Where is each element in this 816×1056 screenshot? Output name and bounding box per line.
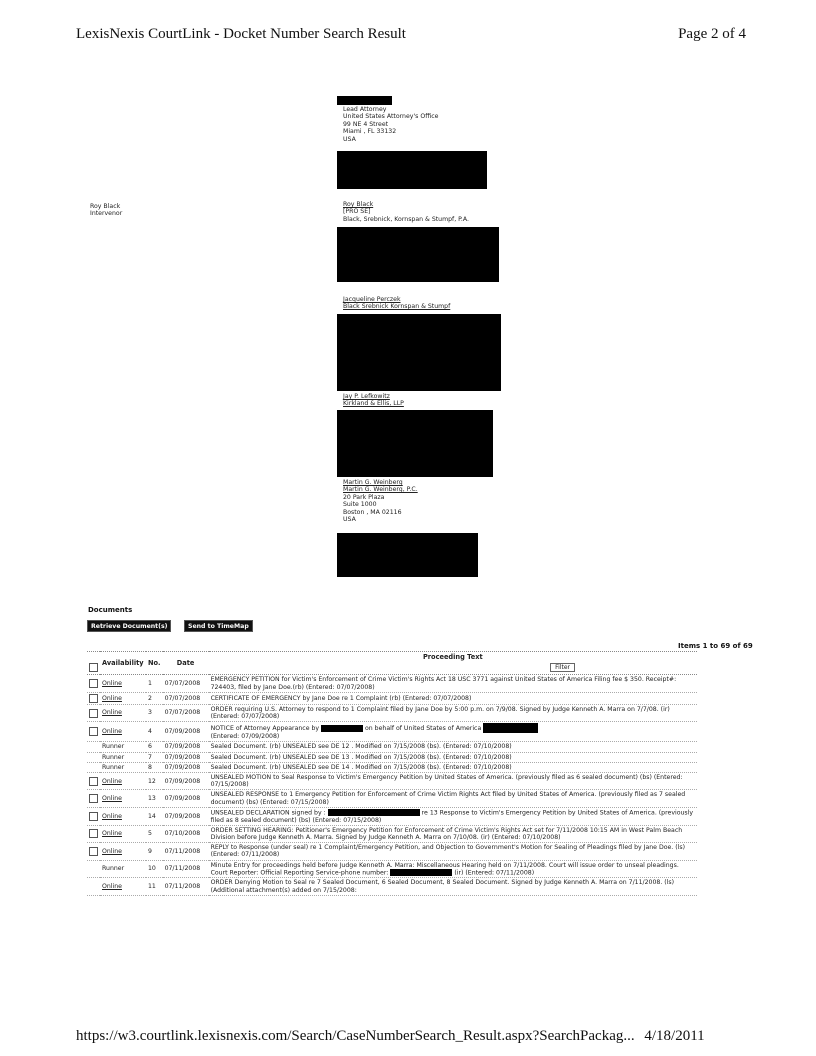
doc-number: 2 xyxy=(146,692,163,704)
doc-date: 07/09/2008 xyxy=(163,790,209,807)
doc-date: 07/09/2008 xyxy=(163,722,209,742)
availability-link[interactable]: Online xyxy=(100,722,146,742)
doc-text-part: (Entered: 07/09/2008) xyxy=(210,733,280,741)
doc-date: 07/09/2008 xyxy=(163,762,209,772)
table-row xyxy=(87,722,697,742)
party-role: Intervenor xyxy=(90,210,123,218)
attorney-martin-weinberg xyxy=(343,479,418,523)
attorney-line: USA xyxy=(343,135,356,143)
doc-number: 8 xyxy=(146,762,163,772)
doc-number: 5 xyxy=(146,825,163,842)
redaction xyxy=(328,809,420,816)
availability-link[interactable]: Online xyxy=(100,790,146,807)
attorney-name-link[interactable]: Roy Black xyxy=(343,201,374,208)
doc-text-part: on behalf of United States of America xyxy=(365,725,482,733)
doc-number: 1 xyxy=(146,675,163,692)
doc-date: 07/07/2008 xyxy=(163,692,209,704)
table-row xyxy=(87,675,697,692)
doc-text-part: re 13 Response to Victim's Emergency Petition by United States of America. (previously filed as 8 sealed document) (bs) (Entered: 07/15/2008) xyxy=(210,809,694,824)
row-checkbox[interactable] xyxy=(89,829,98,838)
footer-date: 4/18/2011 xyxy=(644,1028,705,1044)
doc-text-part: Minute Entry for proceedings held before Judge Kenneth A. Marra: Miscellaneous Hearing held on 7/11/2008. Court will issue order to unseal pleadings. Court Reporter: Official Reporting Service-phone number: xyxy=(210,861,679,877)
doc-number: 11 xyxy=(146,878,163,895)
row-checkbox[interactable] xyxy=(89,679,98,688)
doc-number: 3 xyxy=(146,704,163,721)
filter-button[interactable]: Filter xyxy=(550,663,575,672)
doc-text: UNSEALED RESPONSE to 1 Emergency Petition for Enforcement of Crime Victim Rights Act filed by United States of America. (previously filed as 7 sealed document) (bs) (Entered: 07/15/2008) xyxy=(209,790,697,807)
attorney-jacqueline-perczek xyxy=(343,296,450,311)
doc-date: 07/09/2008 xyxy=(163,807,209,825)
attorney-roy-black xyxy=(343,201,469,223)
attorney-line: Martin G. Weinberg, P.C. xyxy=(343,486,418,494)
availability-label: Runner xyxy=(100,762,146,772)
table-row xyxy=(87,807,697,825)
doc-number: 9 xyxy=(146,843,163,860)
table-row xyxy=(87,742,697,752)
attorney-line: United States Attorney's Office xyxy=(343,113,439,121)
doc-text-part: UNSEALED DECLARATION signed by : xyxy=(210,809,326,817)
redaction xyxy=(337,410,493,477)
doc-date: 07/09/2008 xyxy=(163,773,209,790)
doc-date: 07/10/2008 xyxy=(163,825,209,842)
col-no: No. xyxy=(146,652,163,675)
table-header-row xyxy=(87,652,697,675)
redaction xyxy=(337,96,392,105)
col-proceeding-text-header xyxy=(209,652,697,675)
redaction xyxy=(337,314,501,391)
attorney-name-link[interactable]: Jacqueline Perczek xyxy=(343,296,401,303)
table-row xyxy=(87,860,697,878)
attorney-line: [PRO SE] xyxy=(343,208,371,216)
doc-text xyxy=(209,860,697,878)
retrieve-documents-button[interactable]: Retrieve Document(s) xyxy=(87,620,171,632)
row-checkbox[interactable] xyxy=(89,709,98,718)
attorney-line: Miami , FL 33132 xyxy=(343,128,397,136)
page-footer xyxy=(76,1028,705,1045)
doc-number: 10 xyxy=(146,860,163,878)
row-checkbox[interactable] xyxy=(89,812,98,821)
table-row xyxy=(87,704,697,721)
doc-date: 07/11/2008 xyxy=(163,878,209,895)
availability-link[interactable]: Online xyxy=(100,843,146,860)
doc-text: EMERGENCY PETITION for Victim's Enforcement of Crime Victim's Rights Act 18 USC 3771 against United States of America Filing fee $ 350. Receipt#: 724403, filed by Jane Doe.(rb) (Entered: 07/07/2008) xyxy=(209,675,697,692)
attorney-line: Black Srebnick Kornspan & Stumpf xyxy=(343,303,451,311)
table-row xyxy=(87,752,697,762)
availability-link[interactable]: Online xyxy=(100,773,146,790)
row-checkbox[interactable] xyxy=(89,777,98,786)
doc-number: 13 xyxy=(146,790,163,807)
availability-label: Runner xyxy=(100,742,146,752)
doc-date: 07/11/2008 xyxy=(163,860,209,878)
select-all-checkbox[interactable] xyxy=(89,663,98,672)
row-checkbox[interactable] xyxy=(89,727,98,736)
row-checkbox[interactable] xyxy=(89,794,98,803)
availability-link[interactable]: Online xyxy=(100,704,146,721)
documents-title: Documents xyxy=(88,606,133,614)
party-info xyxy=(90,203,122,218)
doc-text: REPLY to Response (under seal) re 1 Complaint/Emergency Petition, and Objection to Government's Motion for Sealing of Pleadings filed by Jane Doe. (ls) (Entered: 07/11/2008) xyxy=(209,843,697,860)
attorney-line: Kirkland & Ellis, LLP xyxy=(343,400,404,408)
row-checkbox[interactable] xyxy=(89,694,98,703)
page-header-title: LexisNexis CourtLink - Docket Number Search Result xyxy=(76,26,406,42)
table-row xyxy=(87,773,697,790)
availability-link[interactable]: Online xyxy=(100,825,146,842)
doc-date: 07/07/2008 xyxy=(163,675,209,692)
doc-text: UNSEALED MOTION to Seal Response to Victim's Emergency Petition by United States of America. (previously filed as 6 sealed document) (bs) (Entered: 07/15/2008) xyxy=(209,773,697,790)
attorney-line: Lead Attorney xyxy=(343,106,387,113)
doc-number: 14 xyxy=(146,807,163,825)
doc-date: 07/09/2008 xyxy=(163,752,209,762)
attorney-line: USA xyxy=(343,516,356,524)
doc-text: ORDER Denying Motion to Seal re 7 Sealed Document, 6 Sealed Document, 8 Sealed Document. Signed by Judge Kenneth A. Marra on 7/11/2008. (ls) (Additional attachment(s) added on 7/15/2008: xyxy=(209,878,697,895)
doc-text xyxy=(209,807,697,825)
redaction xyxy=(390,869,452,876)
table-row xyxy=(87,878,697,895)
availability-link[interactable]: Online xyxy=(100,692,146,704)
doc-date: 07/09/2008 xyxy=(163,742,209,752)
redaction xyxy=(337,151,487,189)
doc-text: Sealed Document. (rb) UNSEALED see DE 13 . Modified on 7/15/2008 (bs). (Entered: 07/10/2008) xyxy=(209,752,697,762)
attorney-block-us-attorney xyxy=(343,106,438,143)
col-date[interactable]: Date xyxy=(163,652,209,675)
table-row xyxy=(87,762,697,772)
attorney-line: 99 NE 4 Street xyxy=(343,120,389,128)
doc-text-part: NOTICE of Attorney Appearance by xyxy=(210,725,320,733)
doc-number: 12 xyxy=(146,773,163,790)
attorney-line: Black, Srebnick, Kornspan & Stumpf, P.A. xyxy=(343,215,469,223)
row-checkbox[interactable] xyxy=(89,847,98,856)
doc-number: 7 xyxy=(146,752,163,762)
party-name: Roy Black xyxy=(90,203,121,210)
col-proceeding-text[interactable]: Proceeding Text xyxy=(422,653,483,661)
doc-text xyxy=(209,722,697,742)
attorney-line: Boston , MA 02116 xyxy=(343,508,402,516)
footer-url: https://w3.courtlink.lexisnexis.com/Search/CaseNumberSearch_Result.aspx?SearchPackag... xyxy=(76,1028,635,1044)
attorney-name-link[interactable]: Jay P. Lefkowitz xyxy=(343,393,390,400)
availability-label: Runner xyxy=(100,752,146,762)
table-row xyxy=(87,692,697,704)
doc-number: 4 xyxy=(146,722,163,742)
redaction xyxy=(337,533,478,577)
table-row xyxy=(87,790,697,807)
doc-date: 07/11/2008 xyxy=(163,843,209,860)
attorney-name-link[interactable]: Martin G. Weinberg xyxy=(343,479,403,486)
attorney-line: 20 Park Plaza xyxy=(343,493,385,501)
send-to-timemap-button[interactable]: Send to TimeMap xyxy=(184,620,253,632)
attorney-line: Suite 1000 xyxy=(343,501,377,509)
redaction xyxy=(321,725,363,732)
items-count: Items 1 to 69 of 69 xyxy=(678,642,753,650)
doc-text: Sealed Document. (rb) UNSEALED see DE 14 . Modified on 7/15/2008 (bs). (Entered: 07/10/2008) xyxy=(209,762,697,772)
doc-number: 6 xyxy=(146,742,163,752)
table-row xyxy=(87,843,697,860)
availability-label: Runner xyxy=(100,860,146,878)
documents-table xyxy=(87,651,697,896)
availability-link[interactable]: Online xyxy=(100,675,146,692)
doc-text: ORDER SETTING HEARING: Petitioner's Emergency Petition for Enforcement of Crime Victim's Rights Act set for 7/11/2008 10:15 AM in West Palm Beach Division before Judge Kenneth A. Marra. Signed by Judge Kenneth A. Marra on 7/10/08. (ir) (Entered: 07/10/2008) xyxy=(209,825,697,842)
doc-text: Sealed Document. (rb) UNSEALED see DE 12 . Modified on 7/15/2008 (bs). (Entered: 07/10/2008) xyxy=(209,742,697,752)
availability-link[interactable]: Online xyxy=(100,878,146,895)
attorney-jay-lefkowitz xyxy=(343,393,404,408)
table-row xyxy=(87,825,697,842)
doc-text-part: (ir) (Entered: 07/11/2008) xyxy=(454,869,535,877)
redaction xyxy=(483,723,538,733)
availability-link[interactable]: Online xyxy=(100,807,146,825)
doc-date: 07/07/2008 xyxy=(163,704,209,721)
page-number: Page 2 of 4 xyxy=(678,26,746,42)
redaction xyxy=(337,227,499,282)
col-availability: Availability xyxy=(100,652,146,675)
doc-text: ORDER requiring U.S. Attorney to respond to 1 Complaint filed by Jane Doe by 5:00 p.m. on 7/9/08. Signed by Judge Kenneth A. Marra on 7/7/08. (ir) (Entered: 07/07/2008) xyxy=(209,704,697,721)
doc-text: CERTIFICATE OF EMERGENCY by Jane Doe re 1 Complaint (rb) (Entered: 07/07/2008) xyxy=(209,692,697,704)
